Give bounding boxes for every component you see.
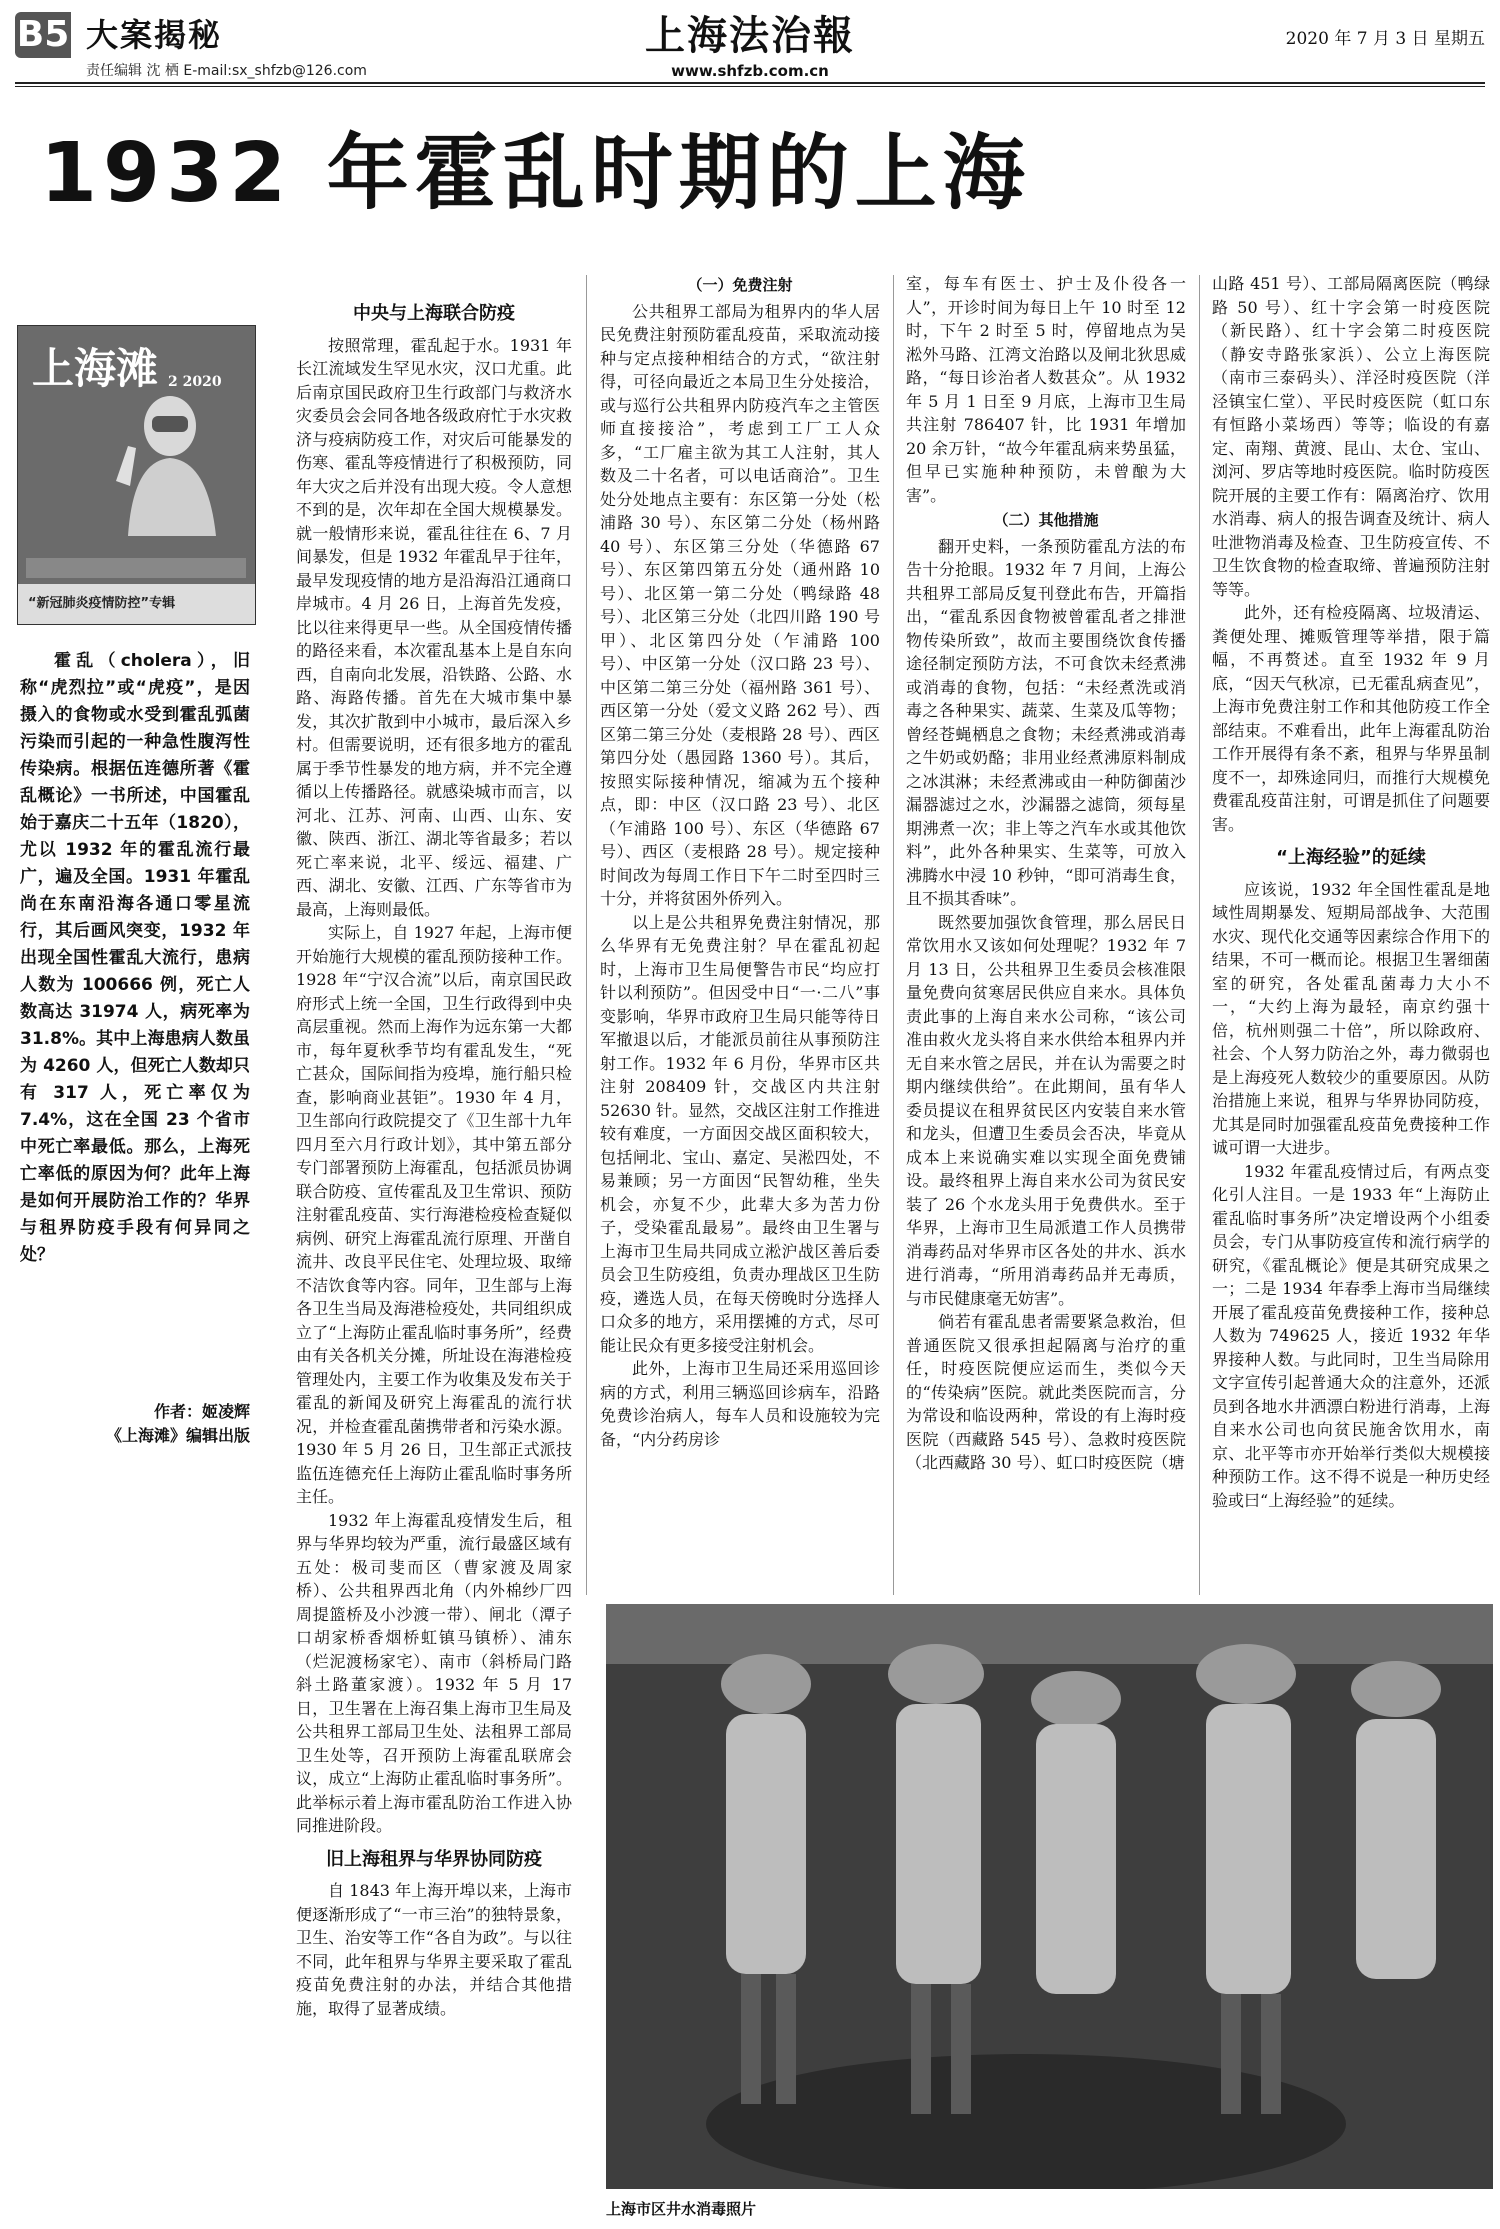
intro-text: 霍乱（cholera），旧称“虎烈拉”或“虎疫”，是因摄入的食物或水受到霍乱弧菌污染而引起的一种急性腹泻性传染病。根据伍连德所著《霍乱概论》一书所述，中国霍乱始于嘉庆二十五年（1820），尤以 1932 年的霍乱流行最广，遍及全国。1931 年霍乱尚在东南沿海各通口零星流行，其后画风突变，1932 年出现全国性霍乱大流行，患病人数为 100666 例，死亡人数高达 31974 人，病死率为 31.8%。其中上海患病人数虽为 4260 人，但死亡人数却只有 317 人，死亡率仅为 7.4%，这在全国 23 个省市中死亡率最低。那么，上海死亡率低的原因为何？此年上海是如何开展防治工作的？华界与租界防疫手段有何异同之处？ (20, 651, 250, 1265)
column-divider (893, 275, 894, 1595)
paragraph: 既然要加强饮食管理，那么居民日常饮用水又该如何处理呢？1932 年 7 月 13 日，公共租界卫生委员会核准限量免费向贫寒居民供应自来水。具体负责此事的上海自来水公司称，“该公司准由救火龙头将自来水供给本租界内并无自来水管之居民，并在认为需要之时期内继续供给”。在此期间，虽有华人委员提议在租界贫民区内安装自来水管和龙头，但遭卫生委员会否决，毕竟从成本上来说确实难以实现全面免费铺设。最终租界上海自来水公司为贫民安装了 26 个水龙头用于免费供水。至于华界，上海市卫生局派遣工作人员携带消毒药品对华界市区各处的井水、浜水进行消毒，“所用消毒药品并无毒质，与市民健康毫无妨害”。 (906, 912, 1186, 1308)
author: 作者：姬凌辉 (153, 1402, 250, 1421)
column-divider (1199, 275, 1200, 1595)
issue-date: 2020 年 7 月 3 日 星期五 (1285, 29, 1485, 49)
well-disinfection-photo (606, 1604, 1493, 2189)
paragraph: 此外，上海市卫生局还采用巡回诊病的方式，利用三辆巡回诊病车，沿路免费诊治病人，每车人员和设施较为完备，“内分药房诊 (600, 1359, 880, 1449)
section-title: 大案揭秘 (86, 16, 223, 54)
paragraph: 应该说，1932 年全国性霍乱是地域性周期暴发、短期局部战争、大范围水灾、现代化交通等因素综合作用下的结果，不可一概而论。根据卫生署细菌室的研究，各处霍乱菌毒力大小不一，“大约上海为最轻，南京约强十倍，杭州则强二十倍”，所以除政府、社会、个人努力防治之外，毒力微弱也是上海疫死人数较少的重要原因。从防治措施上来说，租界与华界协同防疫，尤其是同时加强霍乱疫苗免费接种工作诚可谓一大进步。 (1212, 879, 1490, 1157)
paragraph: 倘若有霍乱患者需要紧急救治，但普通医院又很承担起隔离与治疗的重任，时疫医院便应运而生，类似今天的“传染病”医院。就此类医院而言，分为常设和临设两种，常设的有上海时疫医院（西藏路 545 号）、急救时疫医院（北西藏路 30 号）、虹口时疫医院（塘 (906, 1312, 1186, 1472)
paragraph: 按照常理，霍乱起于水。1931 年长江流域发生罕见水灾，汉口尤重。此后南京国民政府卫生行政部门与救济水灾委员会会同各地各级政府忙于水灾救济与疫病防疫工作，对灾后可能暴发的伤寒、霍乱等疫情进行了积极预防，同年大灾之后并没有出现大疫。令人意想不到的是，次年却在全国大规模暴发。就一般情形来说，霍乱往往在 6、7 月间暴发，但是 1932 年霍乱早于往年，最早发现疫情的地方是沿海沿江通商口岸城市。4 月 26 日，上海首先发疫，比以往来得更早一些。从全国疫情传播的路径来看，本次霍乱基本上是自东向西，自南向北发展，沿铁路、公路、水路、海路传播。首先在大城市集中暴发，其次扩散到中小城市，最后深入乡村。但需要说明，还有很多地方的霍乱属于季节性暴发的地方病，并不完全遵循以上传播路径。就感染城市而言，以河北、江苏、河南、山西、山东、安徽、陕西、浙江、湖北等省最多；若以死亡率来说，北平、绥远、福建、广西、湖北、安徽、江西、广东等省市为最高，上海则最低。 (296, 335, 572, 919)
cover-issue: 2 2020 (168, 374, 222, 390)
subsection-free-injection: （一）免费注射 (687, 276, 793, 294)
newspaper-masthead: 上海法治報 (645, 12, 855, 59)
paragraph: 室，每车有医士、护士及仆役各一人”，开诊时间为每日上午 10 时至 12 时，下午 2 时至 5 时，停留地点为吴淞外马路、江湾文治路以及闸北狄思威路，“每日诊治者人数甚众”。从 1932 年 5 月 1 日至 9 月底，上海市卫生局共注射 786407 针，比 1931 年增加 20 余万针，“故今年霍乱病来势虽猛，但早已实施种种预防，未曾酿为大害”。 (906, 274, 1186, 505)
magazine-cover-image (17, 325, 256, 625)
subheading-concession-cooperation: 旧上海租界与华界协同防疫 (326, 1848, 542, 1870)
publication-source: 《上海滩》编辑出版 (105, 1426, 250, 1445)
column-divider (586, 275, 587, 1595)
cover-text-band (26, 558, 246, 578)
subsection-other-measures: （二）其他措施 (993, 511, 1099, 529)
article-column-4 (1212, 272, 1490, 1592)
cover-slogan: “新冠肺炎疫情防控”专辑 (28, 596, 176, 611)
header-rule-thin (15, 86, 1485, 87)
photo-caption: 上海市区井水消毒照片 (606, 2200, 757, 2218)
website-link[interactable]: www.shfzb.com.cn (671, 62, 829, 80)
paragraph: 山路 451 号）、工部局隔离医院（鸭绿路 50 号）、红十字会第一时疫医院（新民路）、红十字会第二时疫医院（静安寺路张家浜）、公立上海医院（南市三泰码头）、洋泾时疫医院（洋泾镇宝仁堂）、平民时疫医院（虹口东有恒路小菜场西）等等；临设的有嘉定、南翔、黄渡、昆山、太仓、宝山、浏河、罗店等地时疫医院。临时防疫医院开展的主要工作有：隔离治疗、饮用水消毒、病人的报告调查及统计、病人吐泄物消毒及检查、卫生防疫宣传、不卫生饮食物的检查取缔、普遍预防注射等等。 (1212, 274, 1490, 599)
subheading-shanghai-experience: “上海经验”的延续 (1276, 847, 1426, 868)
paragraph: 1932 年上海霍乱疫情发生后，租界与华界均较为严重，流行最盛区域有五处：极司斐而区（曹家渡及周家桥）、公共租界西北角（内外棉纱厂四周提篮桥及小沙渡一带）、闸北（潭子口胡家桥香烟桥虹镇马镇桥）、浦东（烂泥渡杨家宅）、南市（斜桥局门路斜土路董家渡）。1932 年 5 月 17 日，卫生署在上海召集上海市卫生局及公共租界工部局卫生处、法租界工部局卫生处等，召开预防上海霍乱联席会议，成立“上海防止霍乱临时事务所”。此举标示着上海市霍乱防治工作进入协同推进阶段。 (296, 1510, 572, 1835)
article-headline: 1932 年霍乱时期的上海 (40, 126, 1031, 221)
article-byline (20, 1400, 250, 1448)
paragraph: 翻开史料，一条预防霍乱方法的布告十分抢眼。1932 年 7 月间，上海公共租界工部局反复刊登此布告，开篇指出，“霍乱系因食物被曾霍乱者之排泄物传染所致”，故而主要围绕饮食传播途径制定预防方法，不可食饮未经煮沸或消毒的食物，包括：“未经煮洗或消毒之各种果实、蔬菜、生菜及瓜等物；曾经苍蝇栖息之食物；未经煮沸或消毒之牛奶或奶酪；非用业经煮沸原料制成之冰淇淋；未经煮沸或由一种防御菌沙漏器滤过之水，沙漏器之滤筒，须每星期沸煮一次；非上等之汽车水或其他饮料”，此外各种果实、生菜等，可放入沸腾水中浸 10 秒钟，“即可消毒生食，且不损其香味”。 (906, 536, 1186, 908)
article-intro (20, 648, 250, 1269)
paragraph: 公共租界工部局为租界内的华人居民免费注射预防霍乱疫苗，采取流动接种与定点接种相结合的方式，“欲注射得，可径向最近之本局卫生分处接洽，或与巡行公共租界内防疫汽车之主管医师直接接洽”，考虑到工厂工人众多，“工厂雇主欲为其工人注射，其人数及二十名者，可以电话商洽”。卫生处分处地点主要有：东区第一分处（松浦路 30 号）、东区第二分处（杨州路 40 号）、东区第三分处（华德路 67 号）、东区第四第五分处（通州路 10 号）、北区第一第二分处（鸭绿路 48 号）、北区第三分处（北四川路 190 号甲）、北区第四分处（乍浦路 100 号）、中区第一分处（汉口路 23 号）、中区第二第三分处（福州路 361 号）、西区第一分处（爱文义路 262 号）、西区第二第三分处（麦根路 28 号）、西区第四分处（愚园路 1360 号）。其后，按照实际接种情况，缩减为五个接种点，即：中区（汉口路 23 号）、北区（乍浦路 100 号）、东区（华德路 67 号）、西区（麦根路 28 号）。规定接种时间改为每周工作日下午二时至四时三十分，并将贫困外侨列入。 (600, 301, 880, 908)
paragraph: 此外，还有检疫隔离、垃圾清运、粪便处理、摊贩管理等举措，限于篇幅，不再赘述。直至 1932 年 9 月底，“因天气秋凉，已无霍乱病查见”，上海市免费注射工作和其他防疫工作全部结束。不难看出，此年上海霍乱防治工作开展得有条不紊，租界与华界虽制度不一，却殊途同归，而推行大规模免费霍乱疫苗注射，可谓是抓住了问题要害。 (1212, 603, 1490, 834)
article-column-3 (906, 272, 1186, 1592)
editor-line: 责任编辑 沈 栖 E-mail:sx_shfzb@126.com (86, 63, 367, 79)
article-column-1 (296, 292, 572, 2222)
paragraph: 1932 年霍乱疫情过后，有两点变化引人注目。一是 1933 年“上海防止霍乱临时事务所”决定增设两个小组委员会，专门从事防疫宣传和流行病学的研究，《霍乱概论》便是其研究成果之一；二是 1934 年春季上海市当局继续开展了霍乱疫苗免费接种工作，接种总人数为 749625 人，接近 1932 年华界接种人数。与此同时，卫生当局除用文字宣传引起普通大众的注意外，还派员到各地水井洒漂白粉进行消毒，上海自来水公司也向贫民施舍饮用水，南京、北平等市亦开始举行类似大规模接种预防工作。这不得不说是一种历史经验或曰“上海经验”的延续。 (1212, 1161, 1490, 1510)
header-rule (15, 82, 1485, 84)
cover-title: 上海滩 (32, 344, 159, 393)
paragraph: 自 1843 年上海开埠以来，上海市便逐渐形成了“一市三治”的独特景象，卫生、治安等工作“各自为政”。与以往不同，此年租界与华界主要采取了霍乱疫苗免费注射的办法，并结合其他措施，取得了显著成绩。 (296, 1881, 572, 2018)
paragraph: 实际上，自 1927 年起，上海市便开始施行大规模的霍乱预防接种工作。1928 年“宁汉合流”以后，南京国民政府形式上统一全国，卫生行政得到中央高层重视。然而上海作为远东第一大都市，每年夏秋季节均有霍乱发生，“死亡甚众，国际间指为疫埠，施行船只检查，影响商业甚钜”。1930 年 4 月，卫生部向行政院提交了《卫生部十九年四月至六月行政计划》，其中第五部分专门部署预防上海霍乱，包括派员协调联合防疫、宣传霍乱及卫生常识、预防注射霍乱疫苗、实行海港检疫检查疑似病例、研究上海霍乱流行原理、开凿自流井、改良平民住宅、处理垃圾、取缔不洁饮食等内容。同年，卫生部与上海各卫生当局及海港检疫处，共同组织成立了“上海防止霍乱临时事务所”，经费由有关各机关分摊，所址设在海港检疫管理处内，主要工作为收集及发布关于霍乱的新闻及研究上海霍乱的流行状况，并检查霍乱菌携带者和污染水源。1930 年 5 月 26 日，卫生部正式派技监伍连德充任上海防止霍乱临时事务所主任。 (296, 923, 572, 1506)
historical-photo-illustration (606, 1604, 1493, 2189)
page-number-badge: B5 (15, 12, 71, 58)
article-column-2 (600, 272, 880, 1592)
subheading-central-shanghai: 中央与上海联合防疫 (353, 303, 515, 324)
protective-suit-figure-icon (108, 386, 228, 536)
paragraph: 以上是公共租界免费注射情况，那么华界有无免费注射？早在霍乱初起时，上海市卫生局便警告市民“均应打针以利预防”。但因受中日“一·二八”事变影响，华界市政府卫生局只能等待日军撤退以后，才能派员前往从事预防注射工作。1932 年 6 月份，华界市区共注射 208409 针，交战区内共注射 52630 针。显然，交战区注射工作推进较有难度，一方面因交战区面积较大，包括闸北、宝山、嘉定、吴淞四处，不易兼顾；另一方面因“民智幼稚，坐失机会，亦复不少，此辈大多为苦力份子，受染霍乱最易”。最终由卫生署与上海市卫生局共同成立淞沪战区善后委员会卫生防疫组，负责办理战区卫生防疫，遴选人员，在每天傍晚时分选择人口众多的地方，采用摆摊的方式，尽可能让民众有更多接受注射机会。 (600, 912, 880, 1355)
